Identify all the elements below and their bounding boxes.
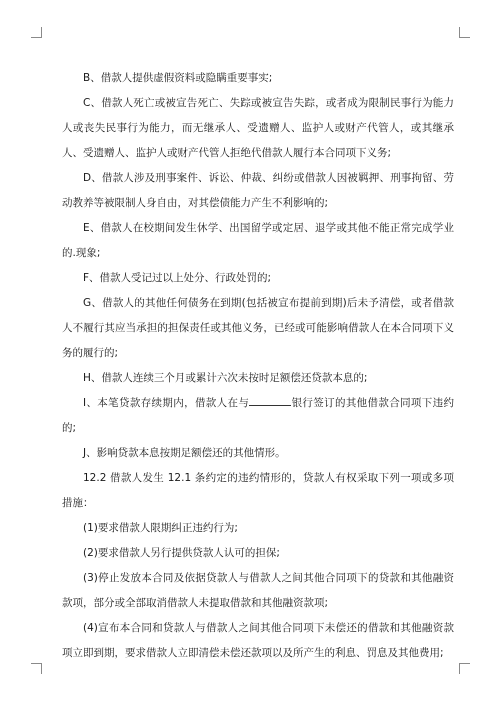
paragraph-c: C、借款人死亡或被宣告死亡、失踪或被宣告失踪，或者成为限制民事行为能力人或丧失民事行为能力，而无继承人、受遗赠人、监护人或财产代管人，或其继承人、受遗赠人、监护人或财产代管人拒绝代借款人履行本合同项下义务;: [62, 97, 454, 159]
measure-2: (2)要求借款人另行提供贷款人认可的担保;: [83, 547, 280, 559]
fill-in-blank: [249, 395, 291, 406]
paragraph-f: F、借款人受记过以上处分、行政处罚的;: [83, 272, 272, 284]
paragraph-g: G、借款人的其他任何债务在到期(包括被宣布提前到期)后未予清偿，或者借款人不履行其应当承担的担保责任或其他义务，已经或可能影响借款人在本合同项下义务的履行的;: [62, 297, 454, 359]
paragraph-i: [62, 391, 454, 441]
paragraph-b: B、借款人提供虚假资料或隐瞒重要事实;: [83, 72, 273, 84]
measure-4: (4)宣布本合同和贷款人与借款人之间其他合同项下未偿还的借款和其他融资款项立即到期，要求借款人立即清偿未偿还款项以及所产生的利息、罚息及其他费用;: [62, 622, 454, 659]
document-body: [62, 66, 454, 666]
paragraph-j: J、影响贷款本息按期足额偿还的其他情形。: [83, 447, 286, 459]
bottom-left-crop-mark: [31, 663, 42, 674]
top-right-crop-mark: [459, 27, 470, 38]
paragraph-i-before: I、本笔贷款存续期内，借款人在与: [83, 397, 250, 409]
paragraph-d: D、借款人涉及刑事案件、诉讼、仲裁、纠纷或借款人因被羁押、刑事拘留、劳动教养等被限制人身自由，对其偿债能力产生不利影响的;: [62, 172, 454, 209]
measure-3: (3)停止发放本合同及依据贷款人与借款人之间其他合同项下的贷款和其他融资款项，部分或全部取消借款人未提取借款和其他融资款项;: [62, 572, 454, 609]
paragraph-h: H、借款人连续三个月或累计六次未按时足额偿还贷款本息的;: [83, 372, 368, 384]
clause-12-2: 12.2 借款人发生 12.1 条约定的违约情形的，贷款人有权采取下列一项或多项措施：: [62, 472, 454, 509]
bottom-right-crop-mark: [459, 663, 470, 674]
paragraph-i-after: 银行签订的其他借款合同项下违约的;: [62, 397, 454, 434]
measure-1: (1)要求借款人限期纠正违约行为;: [83, 522, 238, 534]
top-left-crop-mark: [31, 27, 42, 38]
paragraph-e: E、借款人在校期间发生休学、出国留学或定居、退学或其他不能正常完成学业的.现象;: [62, 222, 454, 259]
